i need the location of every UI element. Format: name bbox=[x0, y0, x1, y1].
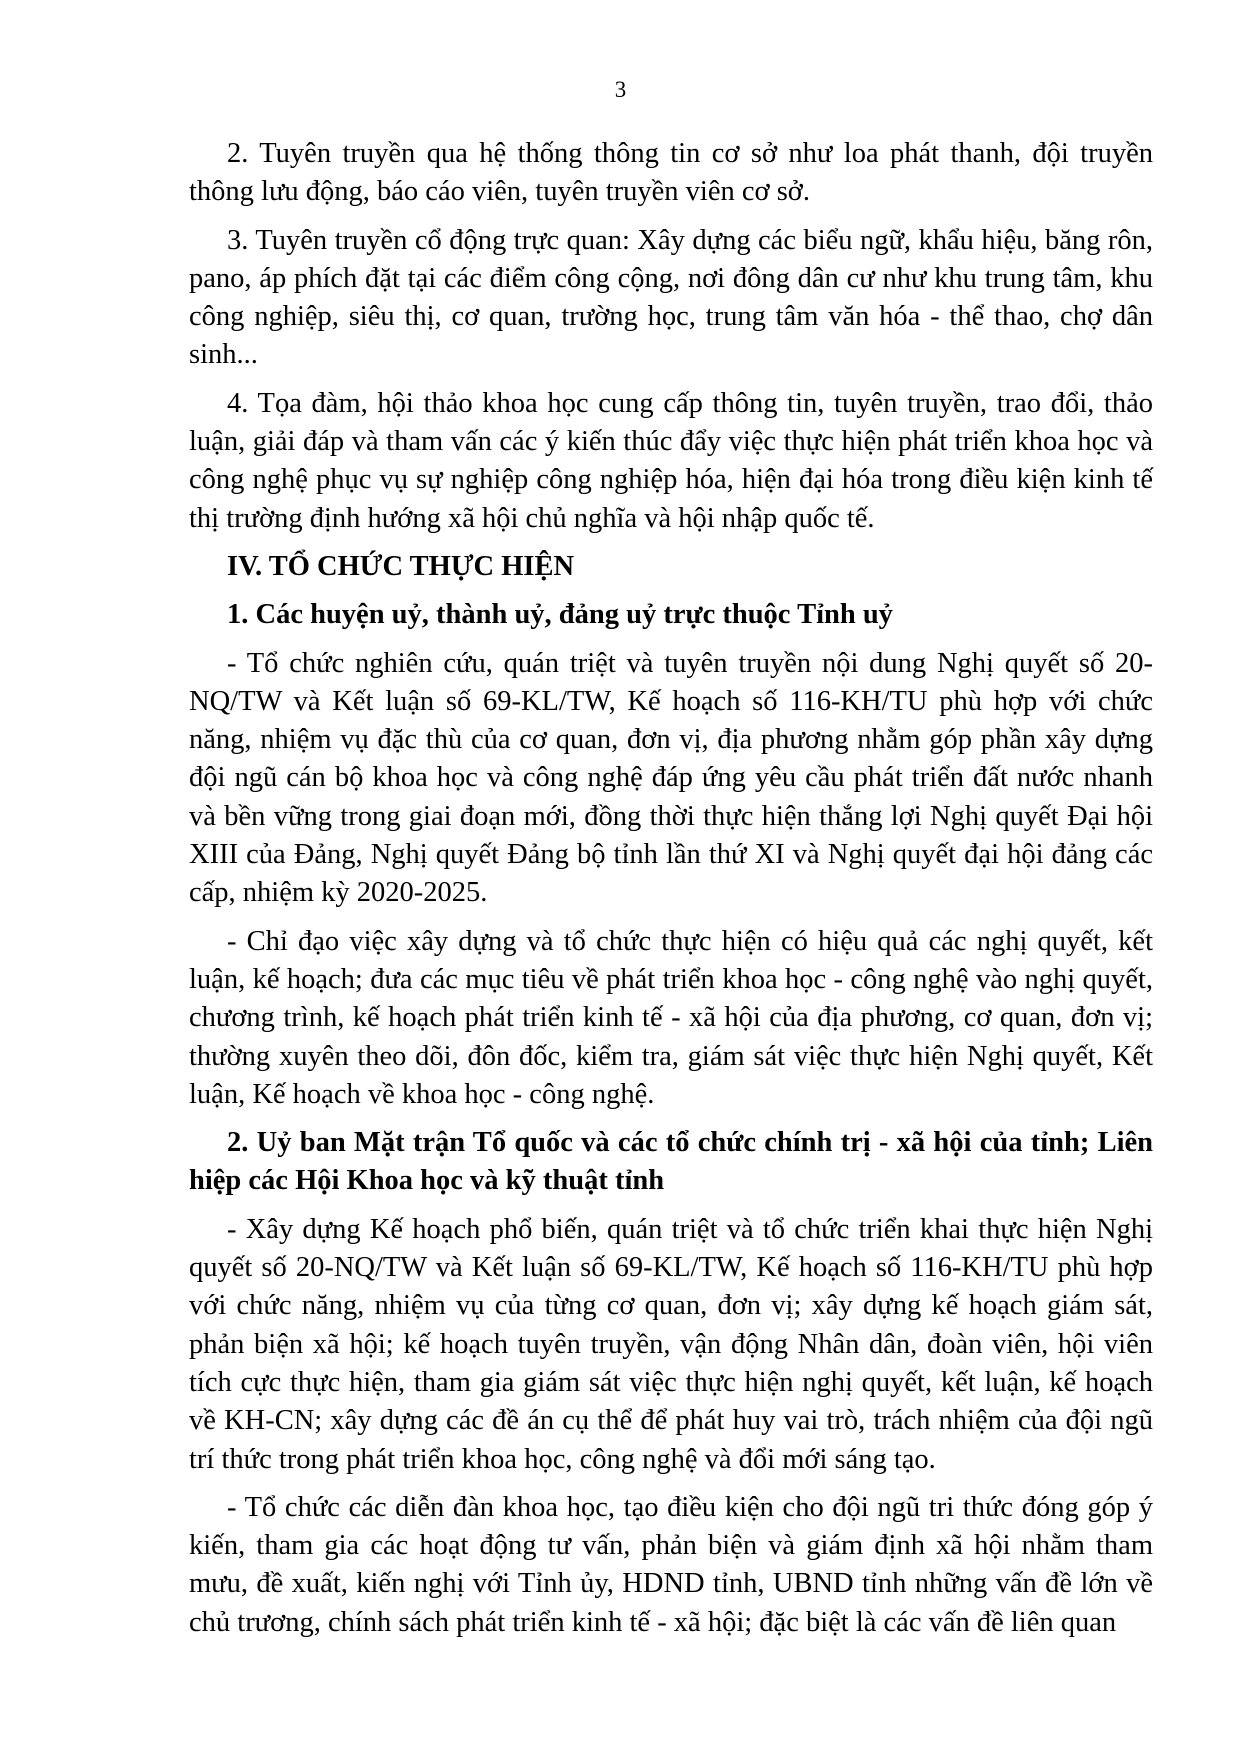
paragraph-fatherland-front-plan: - Xây dựng Kế hoạch phổ biến, quán triệt và tổ chức triển khai thực hiện Nghị quyết số 20-NQ/TW và Kết luận số 69-KL/TW, Kế hoạch số 116-KH/TU phù hợp với chức năng, nhiệm vụ của từng cơ quan, đơn vị; xây dựng kế hoạch giám sát, phản biện xã hội; kế hoạch tuyên truyền, vận động Nhân dân, đoàn viên, hội viên tích cực thực hiện, tham gia giám sát việc thực hiện nghị quyết, kết luận, kế hoạch về KH-CN; xây dựng các đề án cụ thể để phát huy vai trò, trách nhiệm của đội ngũ trí thức trong phát triển khoa học, công nghệ và đổi mới sáng tạo. bbox=[189, 1213, 1153, 1475]
section-heading-implementation: IV. TỔ CHỨC THỰC HIỆN bbox=[227, 550, 575, 582]
subsection-heading-party-committees: 1. Các huyện uỷ, thành uỷ, đảng uỷ trực thuộc Tỉnh uỷ bbox=[227, 599, 893, 631]
page-number: 3 bbox=[614, 77, 627, 102]
paragraph-party-committees-direct: - Chỉ đạo việc xây dựng và tổ chức thực hiện có hiệu quả các nghị quyết, kết luận, kế hoạch; đưa các mục tiêu về phát triển khoa học - công nghệ vào nghị quyết, chương trình, kế hoạch phát triển kinh tế - xã hội của địa phương, cơ quan, đơn vị; thường xuyên theo dõi, đôn đốc, kiểm tra, giám sát việc thực hiện Nghị quyết, Kết luận, Kế hoạch về khoa học - công nghệ. bbox=[189, 925, 1153, 1110]
paragraph-fatherland-front-forums: - Tổ chức các diễn đàn khoa học, tạo điều kiện cho đội ngũ tri thức đóng góp ý kiến, tham gia các hoạt động tư vấn, phản biện và giám định xã hội nhằm tham mưu, đề xuất, kiến nghị với Tỉnh ủy, HDND tỉnh, UBND tỉnh những vấn đề lớn về chủ trương, chính sách phát triển kinh tế - xã hội; đặc biệt là các vấn đề liên quan bbox=[189, 1491, 1153, 1638]
paragraph-party-committees-study: - Tổ chức nghiên cứu, quán triệt và tuyên truyền nội dung Nghị quyết số 20-NQ/TW và Kết luận số 69-KL/TW, Kế hoạch số 116-KH/TU phù hợp với chức năng, nhiệm vụ đặc thù của cơ quan, đơn vị, địa phương nhằm góp phần xây dựng đội ngũ cán bộ khoa học và công nghệ đáp ứng yêu cầu phát triển đất nước nhanh và bền vững trong giai đoạn mới, đồng thời thực hiện thắng lợi Nghị quyết Đại hội XIII của Đảng, Nghị quyết Đảng bộ tỉnh lần thứ XI và Nghị quyết đại hội đảng các cấp, nhiệm kỳ 2020-2025. bbox=[189, 647, 1153, 909]
subsection-heading-fatherland-front: 2. Uỷ ban Mặt trận Tổ quốc và các tổ chức chính trị - xã hội của tỉnh; Liên hiệp các Hội Khoa học và kỹ thuật tỉnh bbox=[189, 1127, 1153, 1197]
paragraph-seminars: 4. Tọa đàm, hội thảo khoa học cung cấp thông tin, tuyên truyền, trao đổi, thảo luận, giải đáp và tham vấn các ý kiến thúc đẩy việc thực hiện phát triển khoa học và công nghệ phục vụ sự nghiệp công nghiệp hóa, hiện đại hóa trong điều kiện kinh tế thị trường định hướng xã hội chủ nghĩa và hội nhập quốc tế. bbox=[189, 387, 1153, 534]
document-body bbox=[189, 135, 1153, 1652]
paragraph-propaganda-grassroots: 2. Tuyên truyền qua hệ thống thông tin cơ sở như loa phát thanh, đội truyền thông lưu động, báo cáo viên, tuyên truyền viên cơ sở. bbox=[189, 138, 1153, 208]
paragraph-visual-propaganda: 3. Tuyên truyền cổ động trực quan: Xây dựng các biểu ngữ, khẩu hiệu, băng rôn, pano, áp phích đặt tại các điểm công cộng, nơi đông dân cư như khu trung tâm, khu công nghiệp, siêu thị, cơ quan, trường học, trung tâm văn hóa - thể thao, chợ dân sinh... bbox=[189, 224, 1153, 371]
